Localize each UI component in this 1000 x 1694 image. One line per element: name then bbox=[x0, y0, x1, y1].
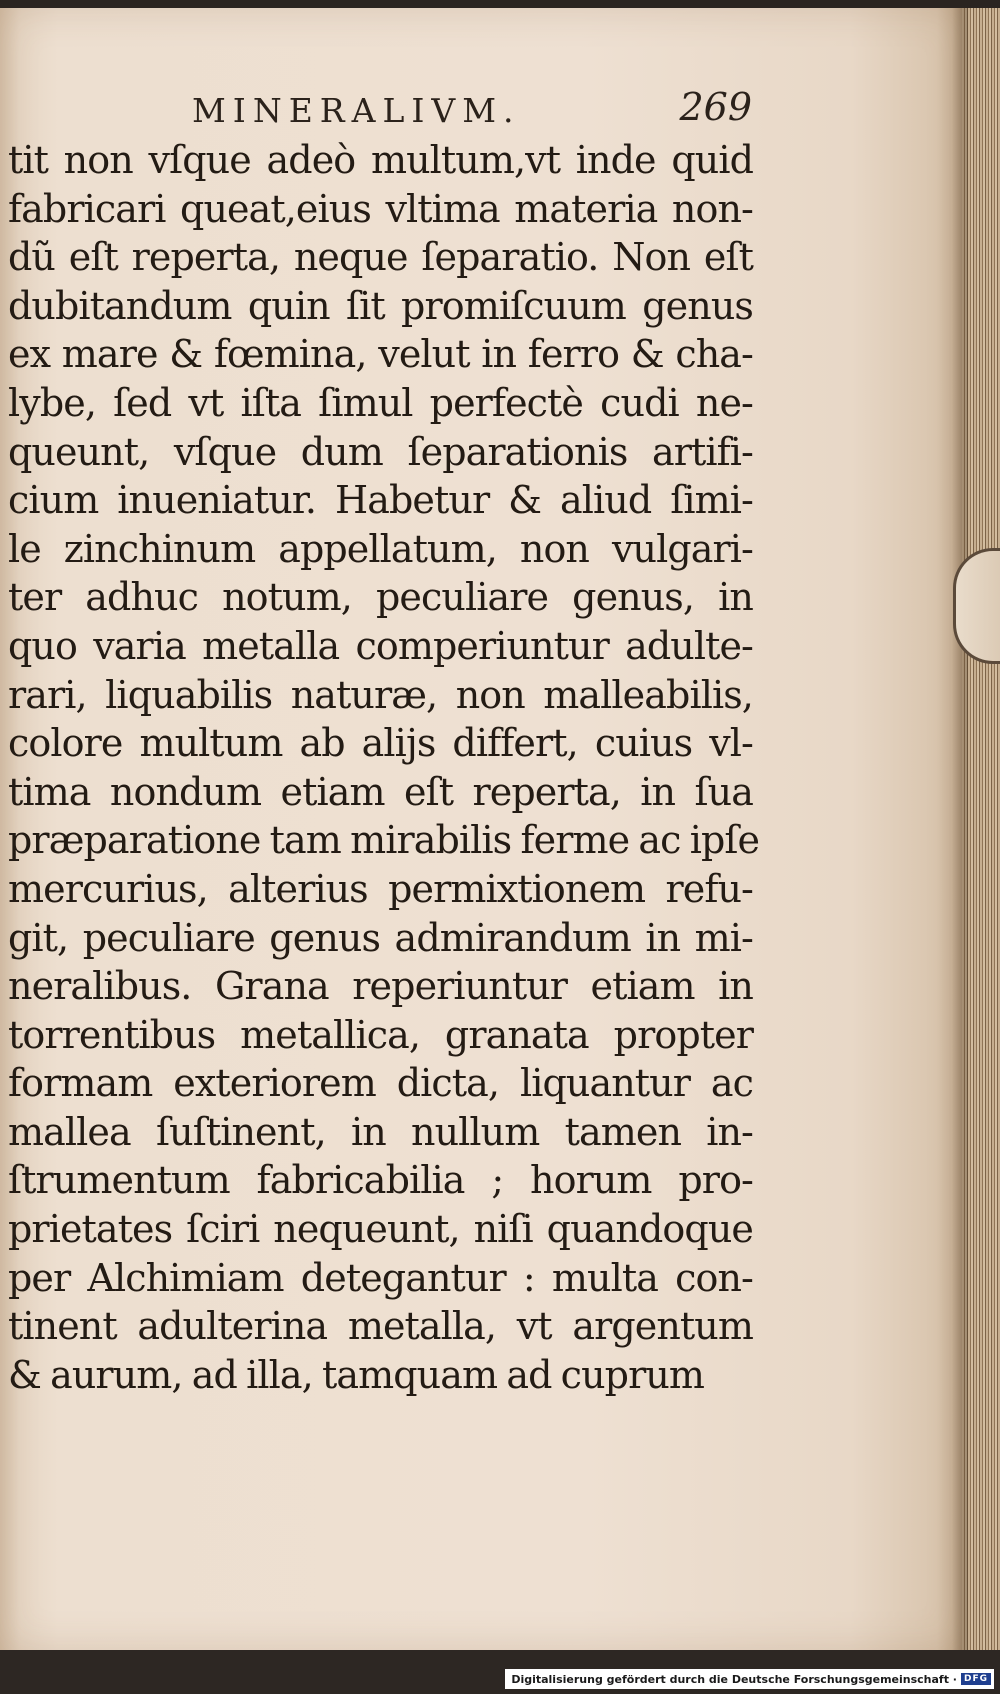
dfg-logo: DFG bbox=[961, 1673, 991, 1685]
text-line: & aurum, ad illa, tamquam ad cuprum bbox=[8, 1352, 705, 1397]
text-line: ſtrumentum fabricabilia ; horum pro- bbox=[8, 1158, 753, 1203]
text-line: mallea ſuſtinent, in nullum tamen in- bbox=[8, 1109, 753, 1154]
text-line: tinent adulterina metalla, vt argentum bbox=[8, 1304, 753, 1349]
text-line: formam exteriorem dicta, liquantur ac bbox=[8, 1061, 753, 1106]
page-number: 269 bbox=[679, 85, 752, 129]
page-gutter-shadow bbox=[952, 8, 968, 1650]
text-line: neralibus. Grana reperiuntur etiam in bbox=[8, 964, 753, 1009]
text-line: mercurius, alterius permixtionem refu- bbox=[8, 866, 753, 911]
text-line: prietates ſciri nequeunt, niſi quandoque bbox=[8, 1207, 753, 1252]
text-line: queunt, vſque dum ſeparationis artifi- bbox=[8, 429, 753, 474]
running-head bbox=[192, 86, 752, 136]
text-line: tima nondum etiam eſt reperta, in ſua bbox=[8, 769, 753, 814]
digitization-footer bbox=[505, 1669, 994, 1689]
text-line: quo varia metalla comperiuntur adulte- bbox=[8, 623, 753, 668]
text-line: le zinchinum appellatum, non vulgari- bbox=[8, 526, 753, 571]
body-text bbox=[8, 136, 760, 1399]
footer-credit: Digitalisierung gefördert durch die Deutsche Forschungsgemeinschaft · bbox=[511, 1672, 957, 1686]
text-line: ter adhuc notum, peculiare genus, in bbox=[8, 575, 753, 620]
text-line: præparatione tam mirabilis ferme ac ipſe bbox=[8, 818, 760, 863]
text-line: fabricari queat,eius vltima materia non- bbox=[8, 186, 753, 231]
text-line: git, peculiare genus admirandum in mi- bbox=[8, 915, 753, 960]
text-line: cium inueniatur. Habetur & aliud ſimi- bbox=[8, 478, 753, 523]
text-line: dũ eſt reperta, neque ſeparatio. Non eſt bbox=[8, 235, 753, 280]
text-line: colore multum ab alijs differt, cuius vl- bbox=[8, 721, 753, 766]
running-head-title: MINERALIVM. bbox=[192, 91, 521, 130]
text-line: rari, liquabilis naturæ, non malleabilis, bbox=[8, 672, 753, 717]
text-line: ex mare & fœmina, velut in ferro & cha- bbox=[8, 332, 753, 377]
text-line: tit non vſque adeò multum,vt inde quid bbox=[8, 138, 753, 182]
text-line: lybe, ſed vt iſta ſimul perfectè cudi ne- bbox=[8, 380, 753, 425]
text-line: per Alchimiam detegantur : multa con- bbox=[8, 1255, 753, 1300]
text-line: torrentibus metallica, granata propter bbox=[8, 1012, 753, 1057]
page-tab-marker bbox=[953, 548, 1000, 664]
text-line: dubitandum quin ſit promiſcuum genus bbox=[8, 283, 753, 328]
